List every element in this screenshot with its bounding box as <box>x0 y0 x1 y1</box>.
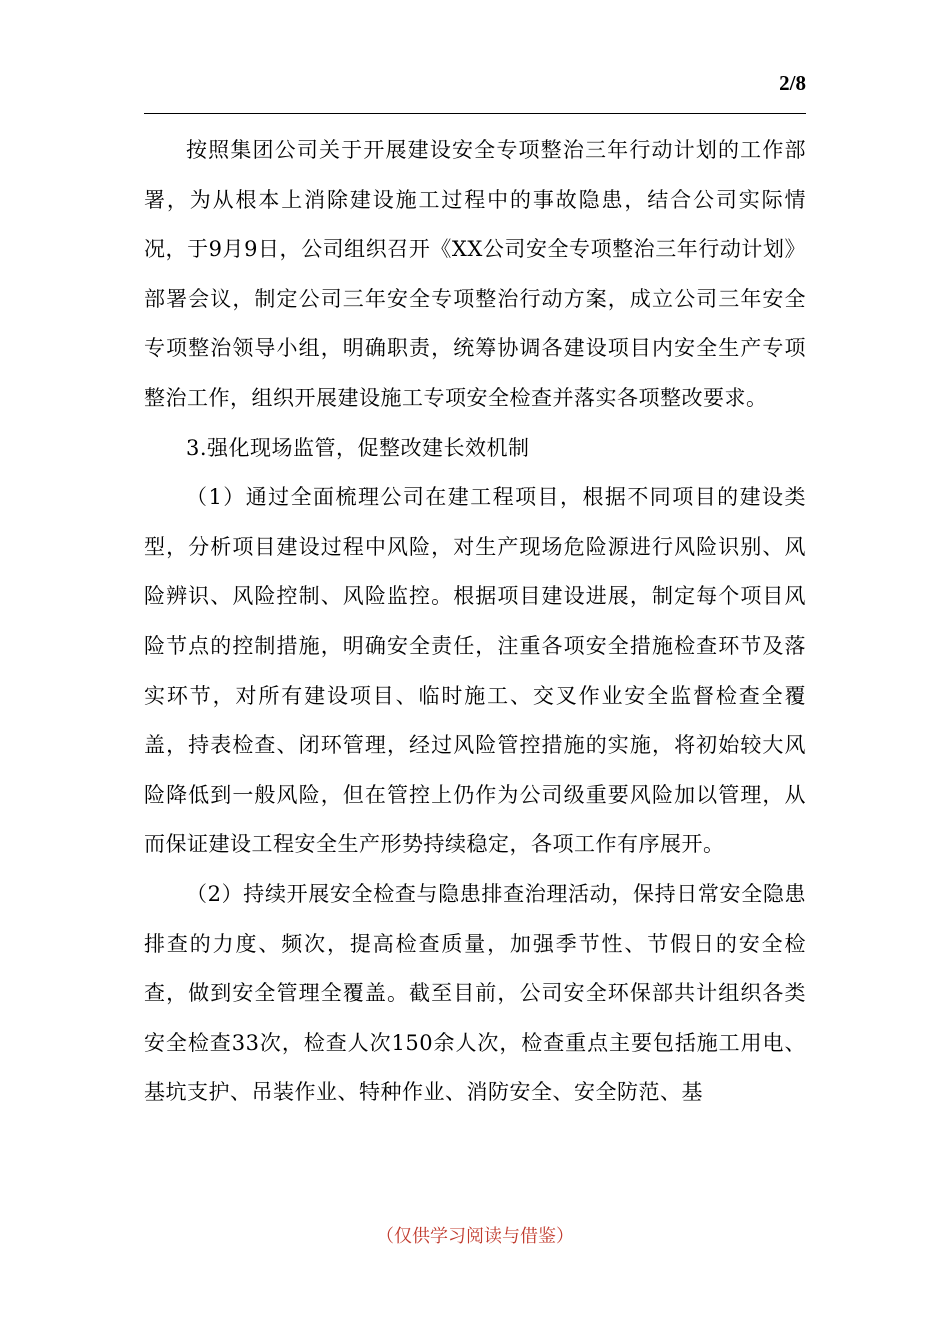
section-heading: 3.强化现场监管，促整改建长效机制 <box>186 435 530 460</box>
page-number: 2/8 <box>779 71 806 95</box>
document-body <box>144 126 806 1118</box>
paragraph-deployment: 按照集团公司关于开展建设安全专项整治三年行动计划的工作部署，为从根本上消除建设施工过程中的事故隐患，结合公司实际情况，于9月9日，公司组织召开《XX公司安全专项整治三年行动计划》部署会议，制定公司三年安全专项整治行动方案，成立公司三年安全专项整治领导小组，明确职责，统筹协调各建设项目内安全生产专项整治工作，组织开展建设施工专项安全检查并落实各项整改要求。 <box>144 138 806 410</box>
header-divider <box>144 113 806 114</box>
footer-note: （仅供学习阅读与借鉴） <box>376 1226 574 1247</box>
paragraph-item-2: （2）持续开展安全检查与隐患排查治理活动，保持日常安全隐患排查的力度、频次，提高检查质量，加强季节性、节假日的安全检查，做到安全管理全覆盖。截至目前，公司安全环保部共计组织各类安全检查33次，检查人次150余人次，检查重点主要包括施工用电、基坑支护、吊装作业、特种作业、消防安全、安全防范、基 <box>144 881 806 1105</box>
paragraph-item-1: （1）通过全面梳理公司在建工程项目，根据不同项目的建设类型，分析项目建设过程中风险，对生产现场危险源进行风险识别、风险辨识、风险控制、风险监控。根据项目建设进展，制定每个项目风险节点的控制措施，明确安全责任，注重各项安全措施检查环节及落实环节，对所有建设项目、临时施工、交叉作业安全监督检查全覆盖，持表检查、闭环管理，经过风险管控措施的实施，将初始较大风险降低到一般风险，但在管控上仍作为公司级重要风险加以管理，从而保证建设工程安全生产形势持续稳定，各项工作有序展开。 <box>144 485 806 857</box>
